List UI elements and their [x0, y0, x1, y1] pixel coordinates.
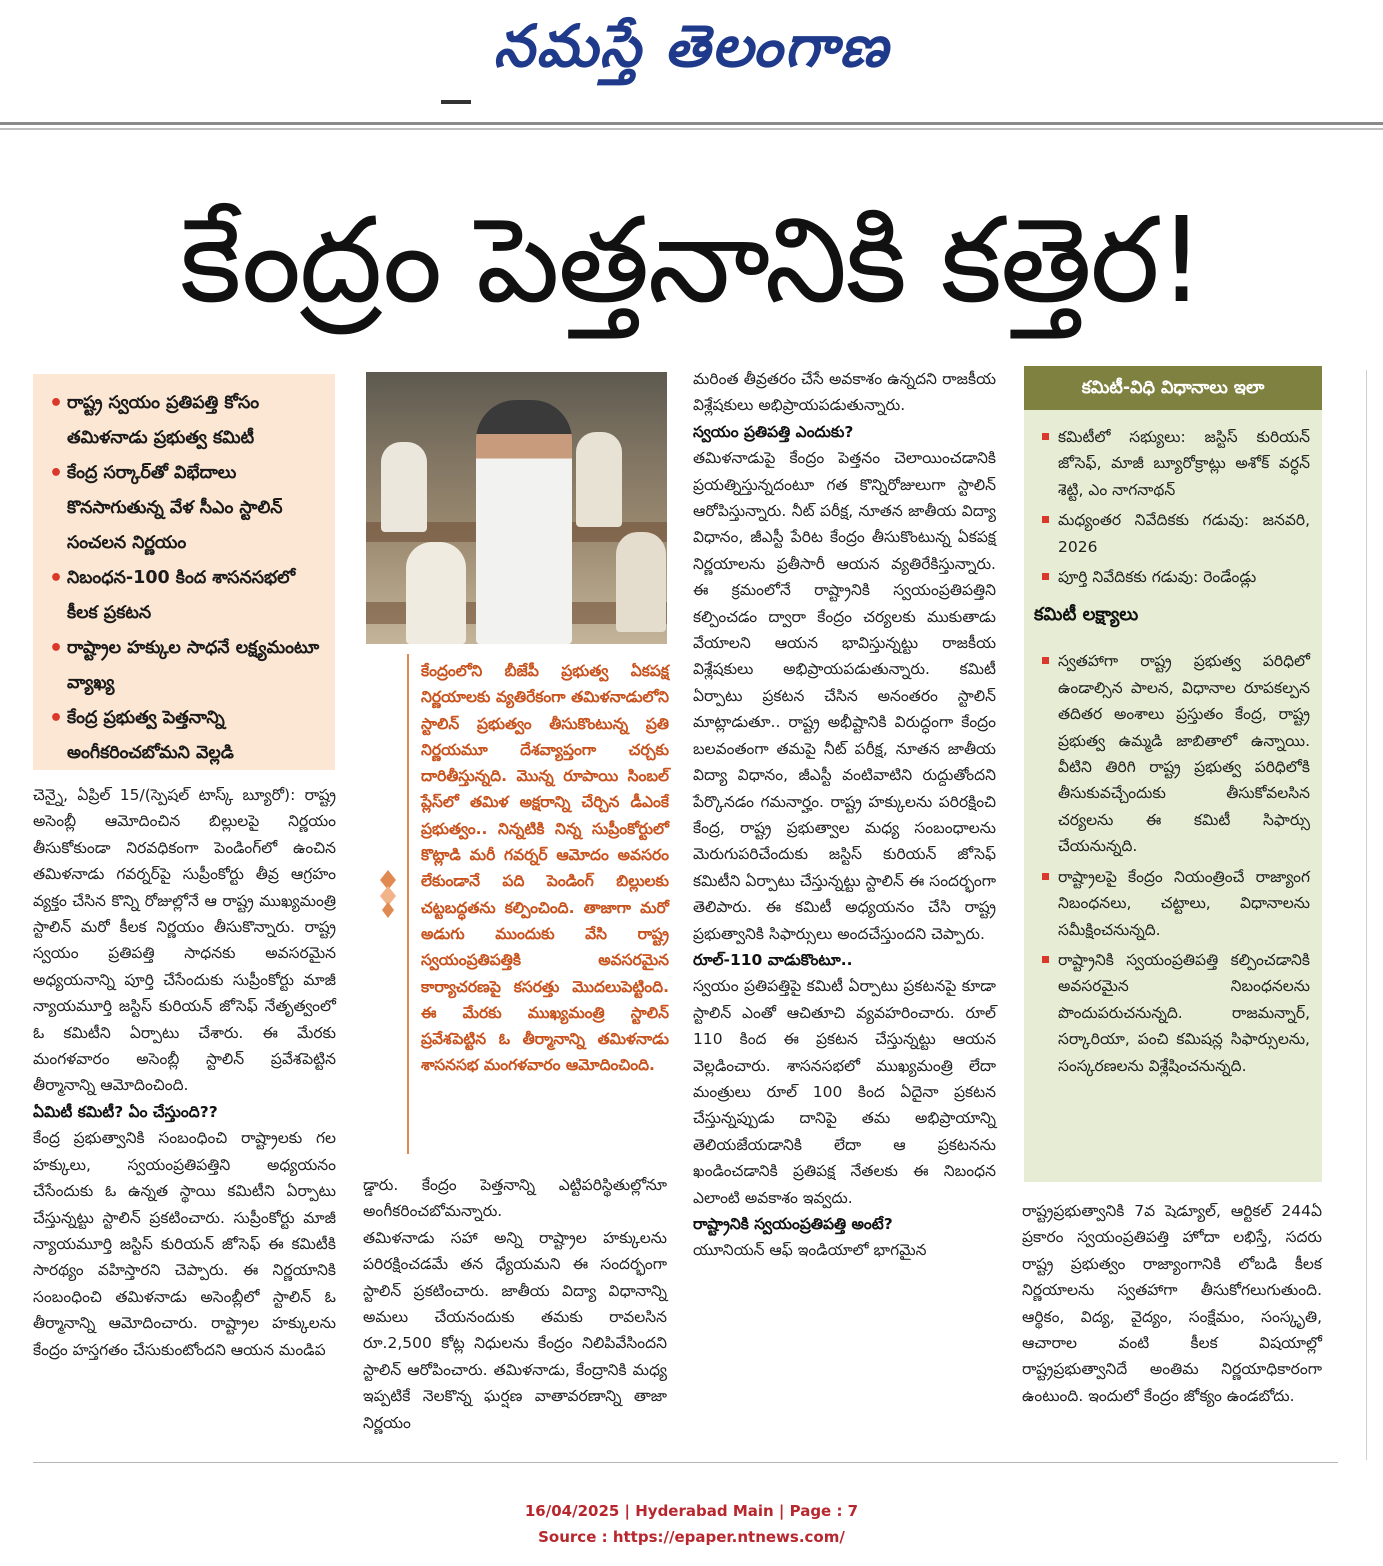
- masthead: [0, 0, 1383, 120]
- pull-quote: కేంద్రంలోని బీజేపీ ప్రభుత్వ ఏకపక్ష నిర్ణయాలకు వ్యతిరేకంగా తమిళనాడులోని స్టాలిన్ ప్రభుత్వం తీసుకొంటున్న ప్రతి నిర్ణయమూ దేశవ్యాప్తంగా చర్చకు దారితీస్తున్నది. మొన్న రూపాయి సింబల్ ప్లేస్‌లో తమిళ అక్షరాన్ని చేర్చిన డీఎంకే ప్రభుత్వం.. నిన్నటికి నిన్న సుప్రీంకోర్టులో కొట్లాడి మరీ గవర్నర్ ఆమోదం అవసరం లేకుండానే పది పెండింగ్ బిల్లులకు చట్టబద్ధతను కల్పించింది. తాజాగా మరో అడుగు ముందుకు వేసి రాష్ట్ర స్వయంప్రతిపత్తికి అవసరమైన కార్యాచరణపై కసరత్తు మొదలుపెట్టింది. ఈ మేరకు ముఖ్యమంత్రి స్టాలిన్ ప్రవేశపెట్టిన ఓ తీర్మానాన్ని తమిళనాడు శాసనసభ మంగళవారం ఆమోదించింది.: [407, 654, 669, 1154]
- highlight-item: • కేంద్ర సర్కార్‌తో విభేదాలు కొనసాగుతున్న వేళ సీఎం స్టాలిన్ సంచలన నిర్ణయం: [47, 456, 325, 561]
- highlight-item: • రాష్ట్ర స్వయం ప్రతిపత్తి కోసం తమిళనాడు ప్రభుత్వ కమిటీ: [47, 386, 325, 456]
- sidebar-item: రాష్ట్రాలపై కేంద్రం నియంత్రించే రాజ్యాంగ నిబంధనలు, చట్టాలు, విధానాలను సమీక్షించనున్నది.: [1034, 864, 1310, 943]
- page-edge-rule: [1366, 370, 1367, 1460]
- highlight-item: • రాష్ట్రాల హక్కుల సాధనే లక్ష్యమంటూ వ్యాఖ్య: [47, 631, 325, 701]
- article-column-3: [693, 366, 996, 1264]
- sidebar-subheading: కమిటీ లక్ష్యాలు: [1034, 604, 1139, 626]
- header-rule: [0, 122, 1383, 125]
- paragraph: కేంద్ర ప్రభుత్వానికి సంబంధించి రాష్ట్రాలకు గల హక్కులు, స్వయంప్రతిపత్తిని అధ్యయనం చేసేందుకు ఓ ఉన్నత స్థాయి కమిటీని ఏర్పాటు చేస్తున్నట్టు స్టాలిన్ ప్రకటించారు. సుప్రీంకోర్టు మాజీ న్యాయమూర్తి జస్టిస్ కురియన్ జోసెఫ్ ఈ కమిటీకి సారథ్యం వహిస్తారని చెప్పారు. ఈ నిర్ణయానికి సంబంధించి తమిళనాడు అసెంబ్లీలో స్టాలిన్ ఓ తీర్మానాన్ని ఆమోదించారు. రాష్ట్రాల హక్కులను కేంద్రం హస్తగతం చేసుకుంటోందని ఆయన మండిప: [33, 1129, 336, 1359]
- subheading: స్వయం ప్రతిపత్తి ఎందుకు?: [693, 422, 854, 441]
- subheading: రూల్-110 వాడుకొంటూ..: [693, 950, 853, 969]
- footer-edition-info: 16/04/2025 | Hyderabad Main | Page : 7: [524, 1502, 859, 1520]
- assembly-photo: [366, 372, 667, 644]
- diamond-ornament-icon: [376, 868, 400, 920]
- footer-rule: [33, 1462, 1338, 1463]
- paragraph: డ్డారు. కేంద్రం పెత్తనాన్ని ఎట్టిపరిస్థితుల్లోనూ అంగీకరించబోమన్నారు.: [363, 1176, 667, 1221]
- paragraph: యూనియన్ ఆఫ్ ఇండియాలో భాగమైన: [693, 1241, 927, 1260]
- highlight-item: • నిబంధన-100 కింద శాసనసభలో కీలక ప్రకటన: [47, 561, 325, 631]
- article-column-1: [33, 782, 336, 1363]
- article-column-4: [1022, 1198, 1322, 1409]
- paragraph: తమిళనాడుపై కేంద్రం పెత్తనం చెలాయించడానికి ప్రయత్నిస్తున్నదంటూ గత కొన్నిరోజులుగా స్టాలిన్ ఆరోపిస్తున్నారు. నీట్ పరీక్ష, నూతన జాతీయ విద్యా విధానం, జీఎస్టీ పేరిట కేంద్రం తీసుకొంటున్న ఏకపక్ష నిర్ణయాలను ప్రతీసారీ ఆయన వ్యతిరేకిస్తున్నారు. ఈ క్రమంలోనే రాష్ట్రానికి స్వయంప్రతిపత్తిని కల్పించడం ద్వారా కేంద్రం చర్యలకు ముకుతాడు వేయాలని ఆయన భావిస్తున్నట్టు రాజకీయ విశ్లేషకులు అభిప్రాయపడుతున్నారు. కమిటీ ఏర్పాటు ప్రకటన చేసిన అనంతరం స్టాలిన్ మాట్లాడుతూ.. రాష్ట్ర అభీష్టానికి విరుద్ధంగా కేంద్రం బలవంతంగా తమపై నీట్ పరీక్ష, నూతన జాతీయ విద్యా విధానం, జీఎస్టీ వంటివాటిని రుద్దుతోందని పేర్కొనడం గమనార్హం. రాష్ట్ర హక్కులను పరిరక్షించి కేంద్ర, రాష్ట్ర ప్రభుత్వాల మధ్య సంబంధాలను మెరుగుపరిచేందుకు జస్టిస్ కురియన్ జోసెఫ్ కమిటీని ఏర్పాటు చేస్తున్నట్టు స్టాలిన్ ఈ సందర్భంగా తెలిపారు. ఈ కమిటీ అధ్యయనం చేసి రాష్ట్ర ప్రభుత్వానికి సిఫార్సులు అందచేస్తుందని చెప్పారు.: [693, 449, 996, 943]
- sidebar-item: రాష్ట్రానికి స్వయంప్రతిపత్తి కల్పించడానికి అవసరమైన నిబంధనలను పొందుపరుచనున్నది. రాజమన్నార్, సర్కారియా, పంచి కమిషన్ల సిఫార్సులను, సంస్కరణలను విశ్లేషించనున్నది.: [1034, 947, 1310, 1079]
- article-column-2: [363, 1172, 667, 1436]
- speaker-figure: [476, 400, 572, 644]
- paragraph: రాష్ట్రప్రభుత్వానికి 7వ షెడ్యూల్, ఆర్టికల్ 244ఏ ప్రకారం స్వయంప్రతిపత్తి హోదా లభిస్తే, సదరు రాష్ట్ర ప్రభుత్వం రాజ్యాంగానికి లోబడి కీలక నిర్ణయాలను స్వతహాగా తీసుకోగలుగుతుంది. ఆర్థికం, విద్య, వైద్యం, సంక్షేమం, సంస్కృతి, ఆచారాల వంటి కీలక విషయాల్లో రాష్ట్రప్రభుత్వానిదే అంతిమ నిర్ణయాధికారంగా ఉంటుంది. ఇందులో కేంద్రం జోక్యం ఉండబోదు.: [1022, 1202, 1322, 1405]
- sidebar-heading: కమిటీ-విధి విధానాలు ఇలా: [1024, 366, 1322, 410]
- paragraph: మరింత తీవ్రతరం చేసే అవకాశం ఉన్నదని రాజకీయ విశ్లేషకులు అభిప్రాయపడుతున్నారు.: [693, 370, 996, 415]
- paragraph: స్వయం ప్రతిపత్తిపై కమిటీ ఏర్పాటు ప్రకటనపై కూడా స్టాలిన్ ఎంతో ఆచితూచి వ్యవహరించారు. రూల్ 110 కింద ఈ ప్రకటన చేస్తున్నట్టు ఆయన వెల్లడించారు. శాసనసభలో ముఖ్యమంత్రి లేదా మంత్రులు రూల్ 100 కింద ఏదైనా ప్రకటన చేస్తున్నప్పుడు దానిపై తమ అభిప్రాయాన్ని తెలియజేయడానికి లేదా ఆ ప్రకటనను ఖండించడానికి ప్రతిపక్ష నేతలకు ఈ నిబంధన ఎలాంటి అవకాశం ఇవ్వదు.: [693, 977, 996, 1207]
- masthead-title: నమస్తే తెలంగాణ: [493, 12, 890, 80]
- subheading: రాష్ట్రానికి స్వయంప్రతిపత్తి అంటే?: [693, 1215, 893, 1233]
- highlight-item: • కేంద్ర ప్రభుత్వ పెత్తనాన్ని అంగీకరించబోమని వెల్లడి: [47, 701, 325, 771]
- sidebar-item: కమిటీలో సభ్యులు: జస్టిస్ కురియన్ జోసెఫ్, మాజీ బ్యూరోక్రాట్లు అశోక్ వర్ధన్ శెట్టి, ఎం నాగనాథన్: [1034, 424, 1310, 503]
- footer-source-link[interactable]: Source : https://epaper.ntnews.com/: [538, 1528, 845, 1546]
- sidebar-box: [1024, 410, 1322, 1182]
- paragraph: చెన్నై, ఏప్రిల్ 15/(స్పెషల్ టాస్క్ బ్యూరో): రాష్ట్ర అసెంబ్లీ ఆమోదించిన బిల్లులపై నిర్ణయం తీసుకోకుండా నిరవధికంగా పెండింగ్‌లో ఉంచిన తమిళనాడు గవర్నర్‌పై సుప్రీంకోర్టు తీవ్ర ఆగ్రహం వ్యక్తం చేసిన కొన్ని రోజుల్లోనే ఆ రాష్ట్ర ముఖ్యమంత్రి స్టాలిన్ మరో కీలక నిర్ణయం తీసుకొన్నారు. రాష్ట్ర స్వయం ప్రతిపత్తి సాధనకు అవసరమైన అధ్యయనాన్ని పూర్తి చేసేందుకు సుప్రీంకోర్టు మాజీ న్యాయమూర్తి జస్టిస్ కురియన్ జోసెఫ్ నేతృత్వంలో ఓ కమిటీని ఏర్పాటు చేశారు. ఈ మేరకు మంగళవారం అసెంబ్లీ స్టాలిన్ ప్రవేశపెట్టిన తీర్మానాన్ని ఆమోదించింది.: [33, 786, 336, 1095]
- paragraph: తమిళనాడు సహా అన్ని రాష్ట్రాల హక్కులను పరిరక్షించడమే తన ధ్యేయమని ఈ సందర్భంగా స్టాలిన్ ప్రకటించారు. జాతీయ విద్యా విధానాన్ని అమలు చేయనందుకు తమకు రావలసిన రూ.2,500 కోట్ల నిధులను కేంద్రం నిలిపివేసిందని స్టాలిన్ ఆరోపించారు. తమిళనాడు, కేంద్రానికి మధ్య ఇప్పటికే నెలకొన్న ఘర్షణ వాతావరణాన్ని తాజా నిర్ణయం: [363, 1228, 667, 1432]
- masthead-mark: [441, 100, 471, 104]
- subheading: ఏమిటీ కమిటీ? ఏం చేస్తుంది??: [33, 1102, 218, 1121]
- sidebar-item: పూర్తి నివేదికకు గడువు: రెండేండ్లు: [1034, 564, 1310, 590]
- highlights-box: [33, 374, 335, 770]
- headline: కేంద్రం పెత్తనానికి కత్తెర!: [179, 191, 1204, 329]
- sidebar-item: మధ్యంతర నివేదికకు గడువు: జనవరి, 2026: [1034, 507, 1310, 560]
- header-rule-secondary: [0, 128, 1383, 130]
- sidebar-item: స్వతహాగా రాష్ట్ర ప్రభుత్వ పరిధిలో ఉండాల్సిన పాలన, విధానాల రూపకల్పన తదితర అంశాలు ప్రస్తుతం కేంద్ర, రాష్ట్ర ప్రభుత్వ ఉమ్మడి జాబితాలో ఉన్నాయి. వీటిని తిరిగి రాష్ట్ర ప్రభుత్వ పరిధిలోకి తీసుకువచ్చేందుకు తీసుకోవలసిన చర్యలను ఈ కమిటీ సిఫార్సు చేయనున్నది.: [1034, 648, 1310, 859]
